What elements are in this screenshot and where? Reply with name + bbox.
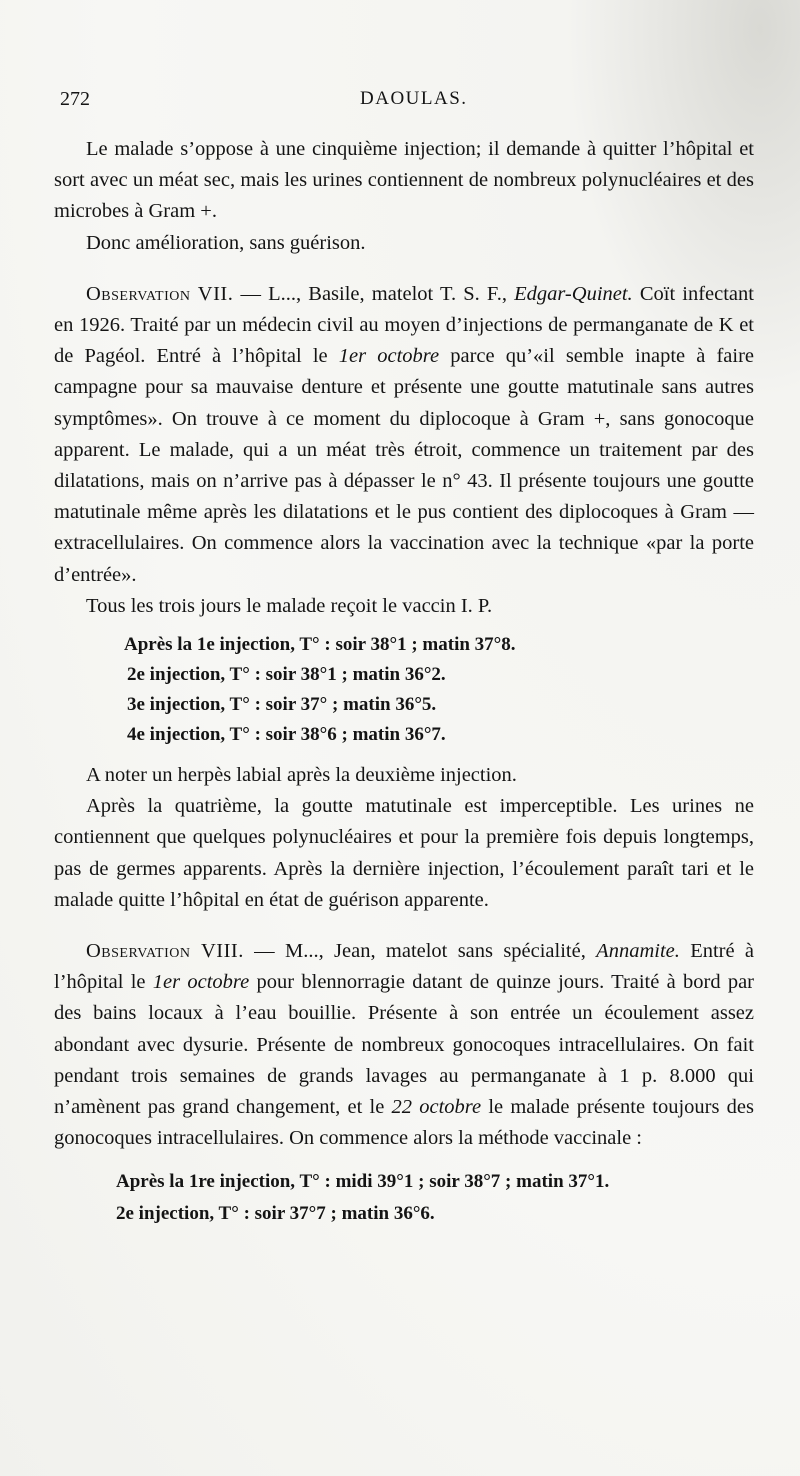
injection-line: Après la 1re injection, T° : midi 39°1 ; soir 38°7 ; matin 37°1. (116, 1171, 610, 1193)
observation-7-text-a: Coït infectant en 1926. Traité par un médecin civil au moyen d’injections de permanganate de K et de Pagéol. Entré à l’hôpital le (54, 282, 754, 368)
observation-8-injection-list (116, 1166, 754, 1230)
injection-line: 2e injection, T° : soir 37°7 ; matin 36°6. (116, 1203, 435, 1225)
page-body (54, 134, 754, 1230)
observation-8-paragraph (54, 936, 754, 1154)
observation-8-text-b: pour blennorragie datant de quinze jours. Traité à bord par des bains locaux à l’eau bouillie. Présente à son entrée un écoulement assez abondant avec dysurie. Présente de nombreux gonocoques intracellulaires. On fait pendant trois semaines de grands lavages au permanganate à 1 p. 8.000 qui n’amènent pas grand changement, et le (54, 971, 755, 1119)
page-number: 272 (60, 88, 90, 110)
observation-8-origin: Annamite. (596, 940, 680, 963)
observation-7-paragraph (54, 279, 754, 591)
page-header (60, 88, 750, 118)
injection-line: 4e injection, T° : soir 38°6 ; matin 36°7. (127, 724, 446, 746)
observation-8-text-c: le malade présente toujours des gonocoques intracellulaires. On commence alors la méthode vaccinale : (54, 1096, 754, 1150)
injection-line: Après la 1e injection, T° : soir 38°1 ; matin 37°8. (124, 634, 516, 656)
observation-7-vaccine-line: Tous les trois jours le malade reçoit le vaccin I. P. (86, 594, 493, 617)
running-head: DAOULAS. (360, 88, 468, 109)
intro-paragraph: Le malade s’oppose à une cinquième injection; il demande à quitter l’hôpital et sort avec un méat sec, mais les urines contiennent de nombreux polynucléaires et des microbes à Gram +. (54, 138, 754, 223)
observation-7-injection-list (124, 630, 754, 750)
observation-7-label: Observation VII. (86, 282, 234, 305)
observation-7-note-herpes: A noter un herpès labial après la deuxième injection. (86, 764, 517, 787)
observation-7-ship: Edgar-Quinet. (514, 282, 633, 305)
observation-8-lead: — M..., Jean, matelot sans spécialité, (243, 940, 597, 963)
observation-7-lead: — L..., Basile, matelot T. S. F., (233, 282, 515, 305)
observation-7-date: 1er octobre (338, 345, 440, 368)
observation-8-date-1: 1er octobre (152, 971, 250, 994)
intro-conclusion: Donc amélioration, sans guérison. (86, 231, 366, 254)
injection-line: 3e injection, T° : soir 37° ; matin 36°5. (127, 694, 437, 716)
observation-8-label: Observation VIII. (86, 940, 244, 963)
observation-8-text-a: Entré à l’hôpital le (54, 940, 754, 994)
observation-7-text-b: parce qu’«il semble inapte à faire campagne pour sa mauvaise denture et présente une goutte matutinale sans autres symptômes». On trouve à ce moment du diplocoque à Gram +, sans gonocoque apparent. Le malade, qui a un méat très étroit, commence un traitement par des dilatations, mais on n’arrive pas à dépasser le n° 43. Il présente toujours une goutte matutinale même après les dilatations et le pus contient des diplocoques à Gram — extracellulaires. On commence alors la vaccination avec la technique «par la porte d’entrée». (54, 345, 755, 586)
injection-line: 2e injection, T° : soir 38°1 ; matin 36°2. (127, 664, 446, 686)
observation-8-date-2: 22 octobre (391, 1096, 482, 1119)
observation-7-note-result: Après la quatrième, la goutte matutinale est imperceptible. Les urines ne contiennent que quelques polynucléaires et pour la première fois depuis longtemps, pas de germes apparents. Après la dernière injection, l’écoulement paraît tari et le malade quitte l’hôpital en état de guérison apparente. (54, 795, 754, 911)
